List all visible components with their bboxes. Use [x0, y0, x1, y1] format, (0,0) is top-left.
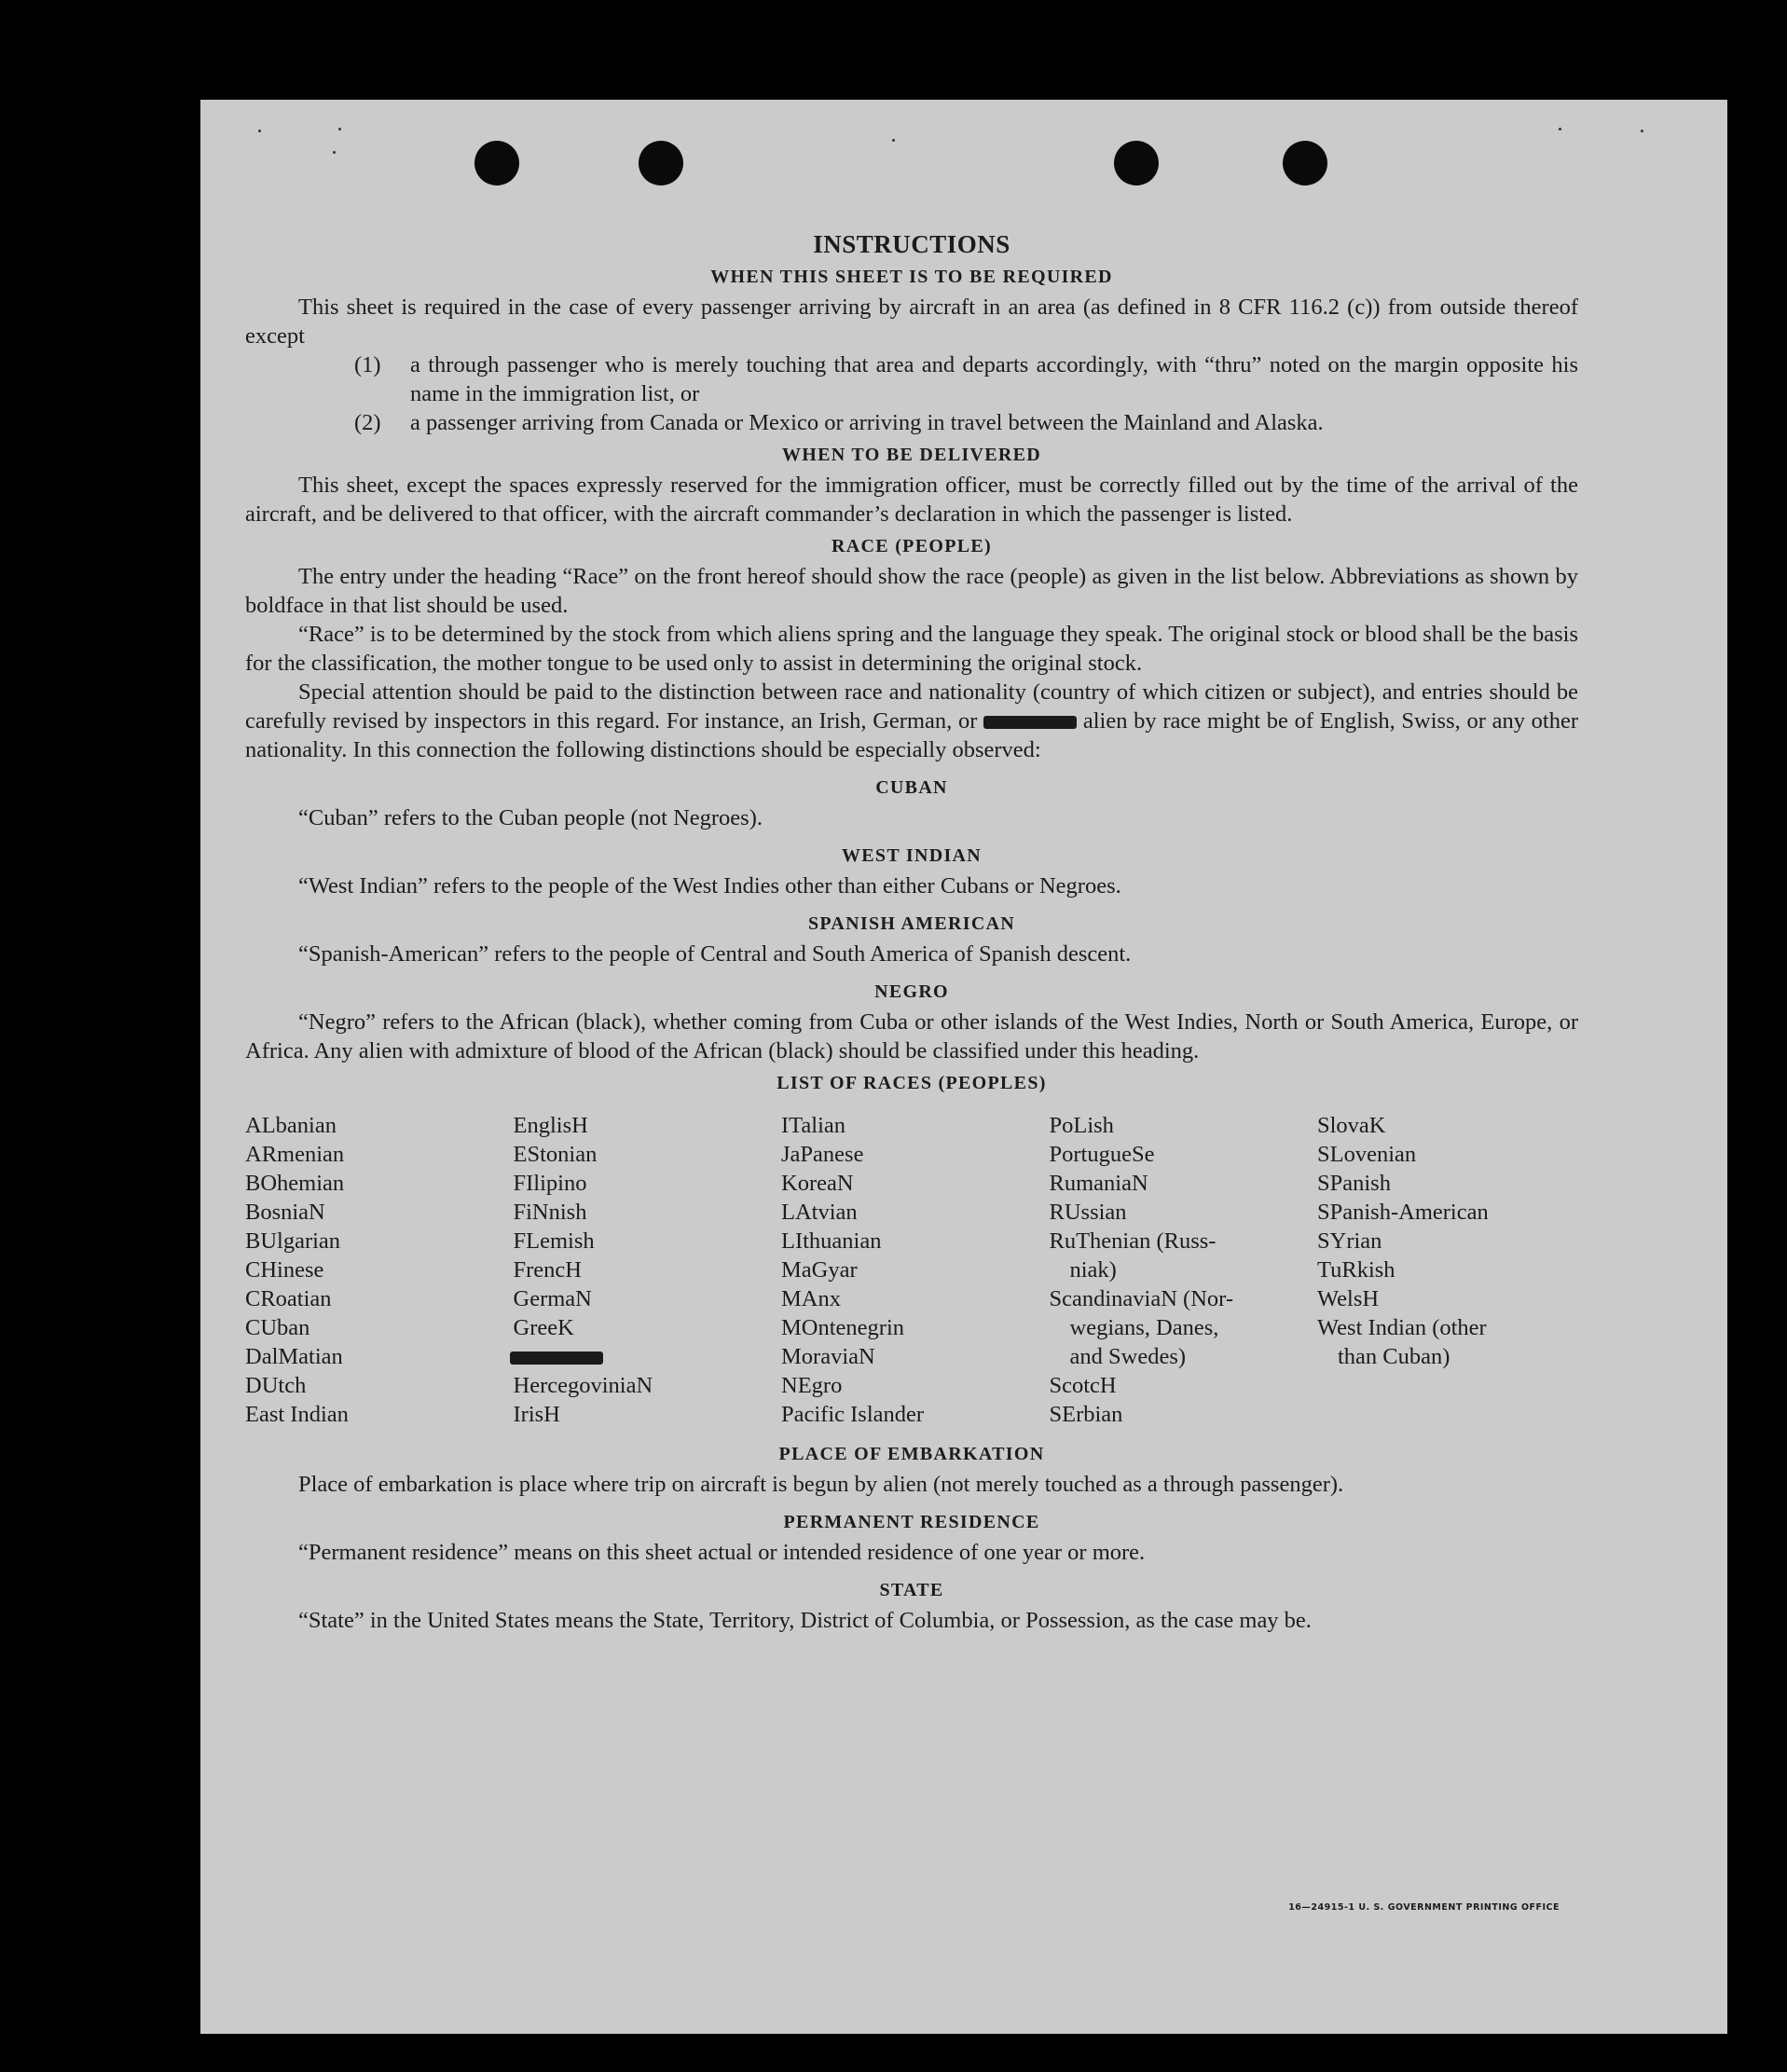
- race-item: EnglisH: [513, 1113, 588, 1138]
- heading-list-of-races: LIST OF RACES (PEOPLES): [777, 1073, 1047, 1093]
- item-text: a through passenger who is merely touching that area and departs accordingly, with “thru” noted on the margin opposite his name in the immigration list, or: [410, 352, 1578, 406]
- punch-hole: [639, 141, 683, 185]
- speck: [892, 139, 895, 142]
- race-item: FrencH: [513, 1257, 582, 1283]
- race-item: PoLish: [1049, 1113, 1114, 1138]
- heading-place-of-embarkation: PLACE OF EMBARKATION: [778, 1444, 1045, 1464]
- race-item: RuThenian (Russ-: [1049, 1228, 1217, 1254]
- heading-negro: NEGRO: [874, 981, 949, 1002]
- race-item: HercegoviniaN: [513, 1373, 653, 1398]
- race-item: KoreaN: [781, 1171, 854, 1196]
- race-item-continued: and Swedes): [1069, 1344, 1187, 1369]
- race-item: ALbanian: [245, 1113, 337, 1138]
- requirement-paragraph: This sheet is required in the case of every passenger arriving by aircraft in an area (as defined in 8 CFR 116.2 (c)) from outside thereof except: [245, 295, 1578, 349]
- speck: [1641, 130, 1643, 132]
- race-item: MOntenegrin: [781, 1315, 904, 1340]
- heading-when-required: WHEN THIS SHEET IS TO BE REQUIRED: [710, 267, 1113, 287]
- race-item: Pacific Islander: [781, 1402, 925, 1427]
- exception-item: [354, 408, 1578, 437]
- race-item: LIthuanian: [781, 1228, 882, 1254]
- race-item: FiNnish: [513, 1200, 587, 1225]
- race-paragraph-3-end: alien by race might be of English, Swiss, or any other nationality. In this connection the following distinctions should be especially observed:: [245, 708, 1578, 762]
- race-item: JaPanese: [781, 1142, 864, 1167]
- race-item: FIlipino: [513, 1171, 587, 1196]
- punch-hole: [474, 141, 519, 185]
- page-title: INSTRUCTIONS: [813, 230, 1010, 258]
- race-item: ScandinaviaN (Nor-: [1049, 1286, 1233, 1311]
- race-item: RumaniaN: [1049, 1171, 1148, 1196]
- race-item-continued: niak): [1069, 1257, 1117, 1283]
- race-item: EStonian: [513, 1142, 598, 1167]
- race-item: ARmenian: [245, 1142, 345, 1167]
- item-number: (2): [354, 410, 381, 435]
- spanish-american-paragraph: “Spanish-American” refers to the people of Central and South America of Spanish descent.: [298, 941, 1132, 967]
- race-item: BOhemian: [245, 1171, 345, 1196]
- redaction-mark: [510, 1352, 603, 1365]
- race-item: DUtch: [245, 1373, 307, 1398]
- race-item: West Indian (other: [1317, 1315, 1487, 1340]
- item-number: (1): [354, 352, 381, 377]
- race-item: LAtvian: [781, 1200, 858, 1225]
- race-item: East Indian: [245, 1402, 349, 1427]
- document-sheet: [200, 100, 1727, 2034]
- race-item: SLovenian: [1317, 1142, 1417, 1167]
- speck: [1559, 128, 1561, 130]
- races-column-5: [1317, 1111, 1578, 1429]
- state-paragraph: “State” in the United States means the State, Territory, District of Columbia, or Possession, as the case may be.: [298, 1608, 1312, 1633]
- exception-item: [354, 350, 1578, 408]
- item-text: a passenger arriving from Canada or Mexico or arriving in travel between the Mainland and Alaska.: [410, 410, 1324, 435]
- race-item: GreeK: [513, 1315, 574, 1340]
- speck: [258, 130, 261, 132]
- embarkation-paragraph: Place of embarkation is place where trip on aircraft is begun by alien (not merely touched as a through passenger).: [298, 1472, 1344, 1497]
- race-item: MaGyar: [781, 1257, 858, 1283]
- delivery-paragraph: This sheet, except the spaces expressly reserved for the immigration officer, must be correctly filled out by the time of the arrival of the aircraft, and be delivered to that officer, with the aircraft commander’s declaration in which the passenger is listed.: [245, 473, 1578, 527]
- race-item: SPanish: [1317, 1171, 1391, 1196]
- exception-list: [245, 350, 1578, 437]
- speck: [338, 128, 341, 130]
- cuban-paragraph: “Cuban” refers to the Cuban people (not Negroes).: [298, 805, 763, 830]
- race-item: CUban: [245, 1315, 310, 1340]
- races-column-4: [1050, 1111, 1311, 1429]
- punch-hole: [1283, 141, 1327, 185]
- heading-race: RACE (PEOPLE): [832, 536, 992, 556]
- printing-office-code: 16—24915-1 U. S. GOVERNMENT PRINTING OFFICE: [1288, 1902, 1560, 1913]
- races-list: [245, 1111, 1578, 1429]
- race-item: GermaN: [513, 1286, 592, 1311]
- race-paragraph-1: The entry under the heading “Race” on the front hereof should show the race (people) as given in the list below. Abbreviations as shown by boldface in that list should be used.: [245, 564, 1578, 618]
- race-item: CHinese: [245, 1257, 324, 1283]
- race-item: RUssian: [1049, 1200, 1127, 1225]
- race-item: BUlgarian: [245, 1228, 341, 1254]
- race-item: NEgro: [781, 1373, 843, 1398]
- race-item: PortugueSe: [1049, 1142, 1155, 1167]
- race-item: FLemish: [513, 1228, 595, 1254]
- race-item: WelsH: [1317, 1286, 1380, 1311]
- race-item-continued: than Cuban): [1338, 1344, 1450, 1369]
- heading-when-delivered: WHEN TO BE DELIVERED: [781, 445, 1042, 465]
- race-item: SPanish-American: [1317, 1200, 1489, 1225]
- race-item: DalMatian: [245, 1344, 343, 1369]
- race-item: TuRkish: [1317, 1257, 1395, 1283]
- west-indian-paragraph: “West Indian” refers to the people of the West Indies other than either Cubans or Negroes.: [298, 873, 1121, 899]
- negro-paragraph: “Negro” refers to the African (black), whether coming from Cuba or other islands of the West Indies, North or South America, Europe, or Africa. Any alien with admixture of blood of the African (black) should be classified under this heading.: [245, 1009, 1578, 1063]
- race-item: SlovaK: [1317, 1113, 1386, 1138]
- instructions-content: [245, 230, 1578, 1635]
- punch-hole: [1114, 141, 1159, 185]
- race-item: ScotcH: [1049, 1373, 1117, 1398]
- redaction-mark: [983, 716, 1077, 729]
- race-item: SErbian: [1049, 1402, 1123, 1427]
- races-column-2: [514, 1111, 775, 1429]
- race-paragraph-3-start: Special attention should be paid to the distinction between race and nationality (country of which citizen or subject), and entries should be carefully revised by inspectors in this regard. For instance, an Irish, German, or: [245, 679, 1578, 734]
- heading-west-indian: WEST INDIAN: [841, 845, 983, 866]
- race-item-redacted: [514, 1342, 775, 1371]
- heading-permanent-residence: PERMANENT RESIDENCE: [783, 1512, 1040, 1532]
- residence-paragraph: “Permanent residence” means on this sheet actual or intended residence of one year or more.: [298, 1540, 1146, 1565]
- race-item: MoraviaN: [781, 1344, 875, 1369]
- heading-spanish-american: SPANISH AMERICAN: [807, 913, 1016, 934]
- speck: [333, 151, 336, 154]
- race-item: ITalian: [781, 1113, 846, 1138]
- race-item: MAnx: [781, 1286, 841, 1311]
- race-item: IrisH: [513, 1402, 560, 1427]
- heading-cuban: CUBAN: [875, 777, 948, 798]
- race-paragraph-3: [245, 678, 1578, 764]
- race-item-continued: wegians, Danes,: [1069, 1315, 1219, 1340]
- race-item: BosniaN: [245, 1200, 325, 1225]
- race-item: CRoatian: [245, 1286, 332, 1311]
- races-column-1: [245, 1111, 506, 1429]
- races-column-3: [781, 1111, 1042, 1429]
- heading-state: STATE: [879, 1580, 944, 1600]
- race-item: SYrian: [1317, 1228, 1382, 1254]
- race-paragraph-2: “Race” is to be determined by the stock from which aliens spring and the language they speak. The original stock or blood shall be the basis for the classification, the mother tongue to be used only to assist in determining the original stock.: [245, 622, 1578, 676]
